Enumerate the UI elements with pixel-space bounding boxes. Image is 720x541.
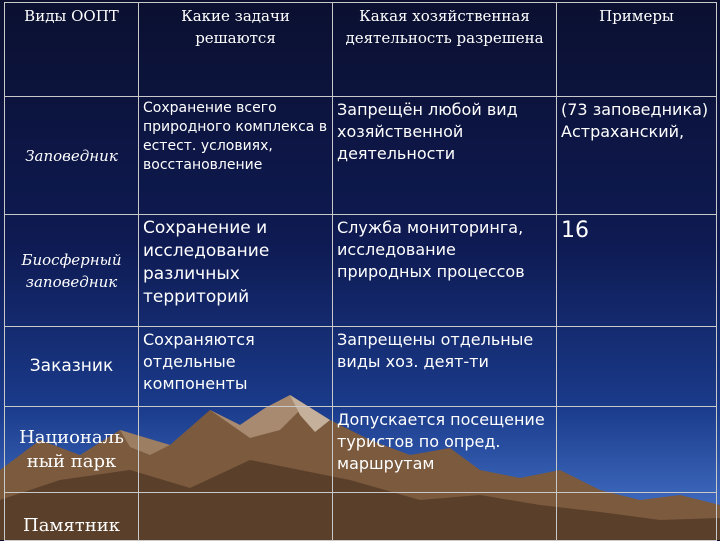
row-type: Заповедник: [5, 97, 139, 215]
row-activity: Допускается посещение туристов по опред. маршрутам: [333, 407, 557, 493]
row-examples: (73 заповедника) Астраханский,: [557, 97, 717, 215]
table-row: [5, 493, 717, 541]
header-activity: Какая хозяйственная деятельность разрешена: [333, 3, 557, 97]
row-type: Памятник: [5, 493, 139, 541]
row-tasks: Сохранение и исследование различных территорий: [139, 215, 333, 327]
row-examples: [557, 327, 717, 407]
row-activity: [333, 493, 557, 541]
row-tasks: [139, 407, 333, 493]
row-activity: Запрещены отдельные виды хоз. деят-ти: [333, 327, 557, 407]
row-type: Националь ный парк: [5, 407, 139, 493]
row-examples: 16: [557, 215, 717, 327]
table-row: [5, 97, 717, 215]
header-tasks: Какие задачи решаются: [139, 3, 333, 97]
row-examples: [557, 407, 717, 493]
table-row: [5, 327, 717, 407]
row-tasks: Сохранение всего природного комплекса в естест. условиях, восстановление: [139, 97, 333, 215]
protected-areas-table: [4, 2, 717, 541]
row-tasks: Сохраняются отдельные компоненты: [139, 327, 333, 407]
row-tasks: [139, 493, 333, 541]
row-activity: Служба мониторинга, исследование природных процессов: [333, 215, 557, 327]
table-row: [5, 215, 717, 327]
row-activity: Запрещён любой вид хозяйственной деятельности: [333, 97, 557, 215]
row-type: Заказник: [5, 327, 139, 407]
row-type: Биосферный заповедник: [5, 215, 139, 327]
table-row: [5, 407, 717, 493]
header-types: Виды ООПТ: [5, 3, 139, 97]
row-examples: [557, 493, 717, 541]
header-row: [5, 3, 717, 97]
header-examples: Примеры: [557, 3, 717, 97]
